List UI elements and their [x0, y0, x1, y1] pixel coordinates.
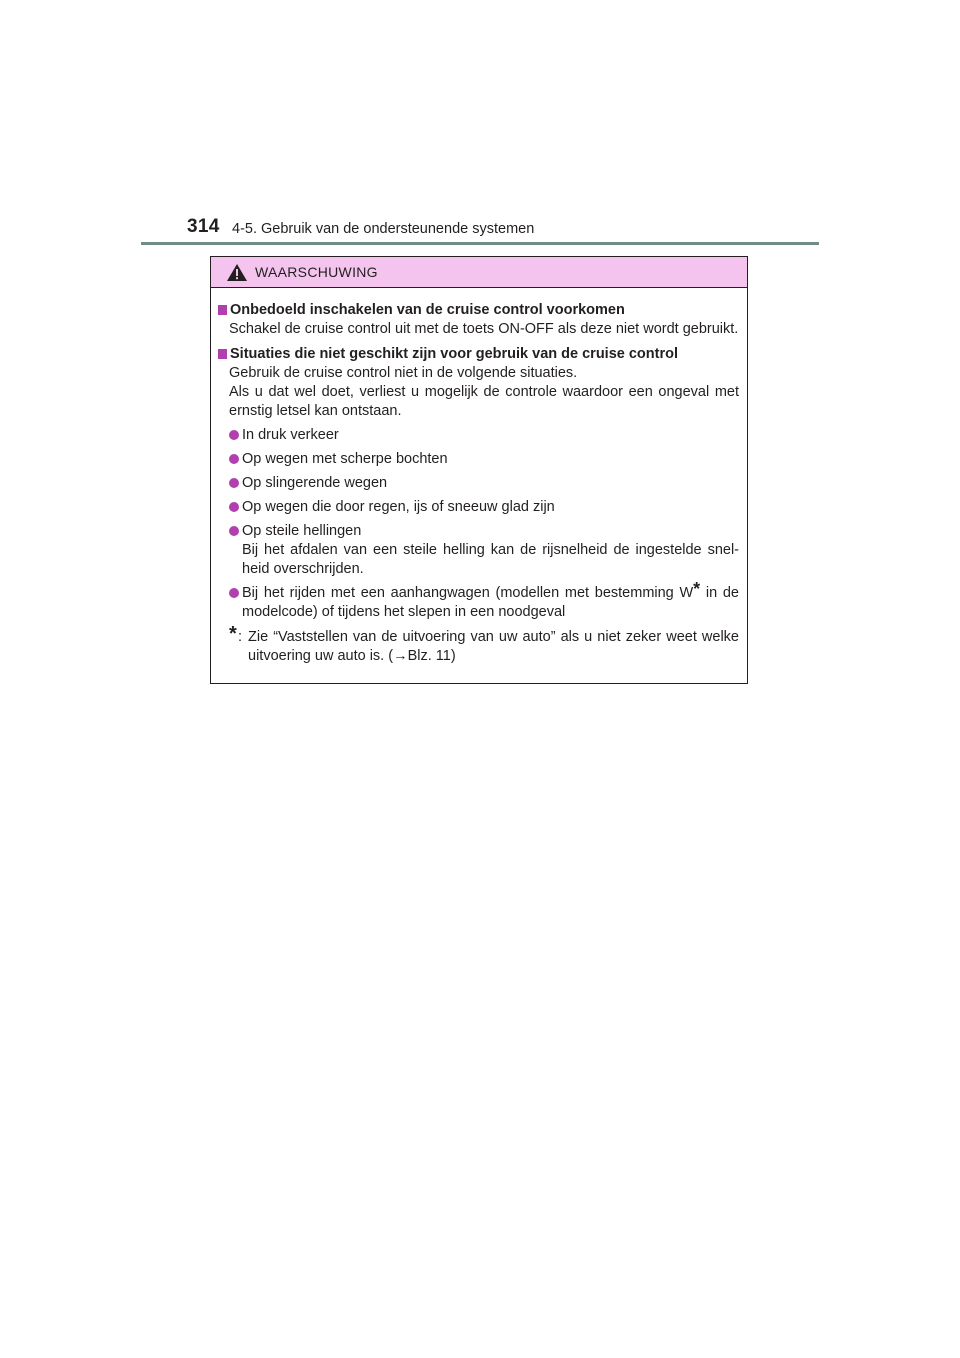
item-heading-prevent-activation [218, 301, 739, 320]
square-bullet-icon [218, 349, 227, 359]
list-item [218, 522, 739, 579]
list-item-line: Bij het afdalen van een steile helling kan de rijsnelheid de ingestelde snel-heid overschrijden. [242, 542, 739, 577]
page-reference-link[interactable]: Blz. 11) [407, 648, 456, 664]
footnote-marker: * [693, 579, 701, 599]
header-rule [141, 242, 819, 245]
list-item: Op wegen met scherpe bochten [218, 450, 739, 469]
list-item: Op slingerende wegen [218, 474, 739, 493]
list-item: Bij het rijden met een aanhangwagen (modellen met bestemming W* in de modelcode) of tijdens het slepen in een noodgeval [218, 584, 739, 622]
warning-title: WAARSCHUWING [255, 264, 378, 280]
round-bullet-icon [229, 588, 239, 598]
page-number: 314 [187, 216, 220, 237]
item-heading-unsuitable-situations [218, 345, 739, 364]
warning-body [211, 288, 747, 666]
item-paragraph: Gebruik de cruise control niet in de volgende situaties. [229, 365, 578, 381]
square-bullet-icon [218, 305, 227, 315]
list-item: Op wegen die door regen, ijs of sneeuw glad zijn [218, 498, 739, 517]
section-title: 4-5. Gebruik van de ondersteunende systemen [232, 221, 535, 237]
item-paragraph: Schakel de cruise control uit met de toets ON-OFF als deze niet wordt gebruikt. [229, 321, 739, 337]
item-paragraph: Als u dat wel doet, verliest u mogelijk de controle waardoor een ongeval met ernstig letsel kan ontstaan. [229, 384, 739, 419]
warning-header [211, 257, 747, 288]
round-bullet-icon [229, 526, 239, 536]
round-bullet-icon [229, 454, 239, 464]
round-bullet-icon [229, 478, 239, 488]
warning-box [210, 256, 748, 684]
footnote-colon: : [238, 629, 243, 645]
warning-triangle-icon [226, 263, 248, 282]
footnote-star: * [229, 623, 237, 645]
list-item-line: Op steile hellingen [242, 523, 362, 539]
footnote: * : Zie “Vaststellen van de uitvoering van uw auto” als u niet zeker weet welke uitvoering uw auto is. (→Blz. 11) [229, 623, 739, 664]
round-bullet-icon [229, 430, 239, 440]
list-item: In druk verkeer [218, 426, 739, 445]
arrow-icon: → [393, 648, 408, 664]
round-bullet-icon [229, 502, 239, 512]
item-heading-text: Onbedoeld inschakelen van de cruise control voorkomen [230, 302, 625, 318]
item-heading-text: Situaties die niet geschikt zijn voor gebruik van de cruise control [230, 346, 678, 362]
